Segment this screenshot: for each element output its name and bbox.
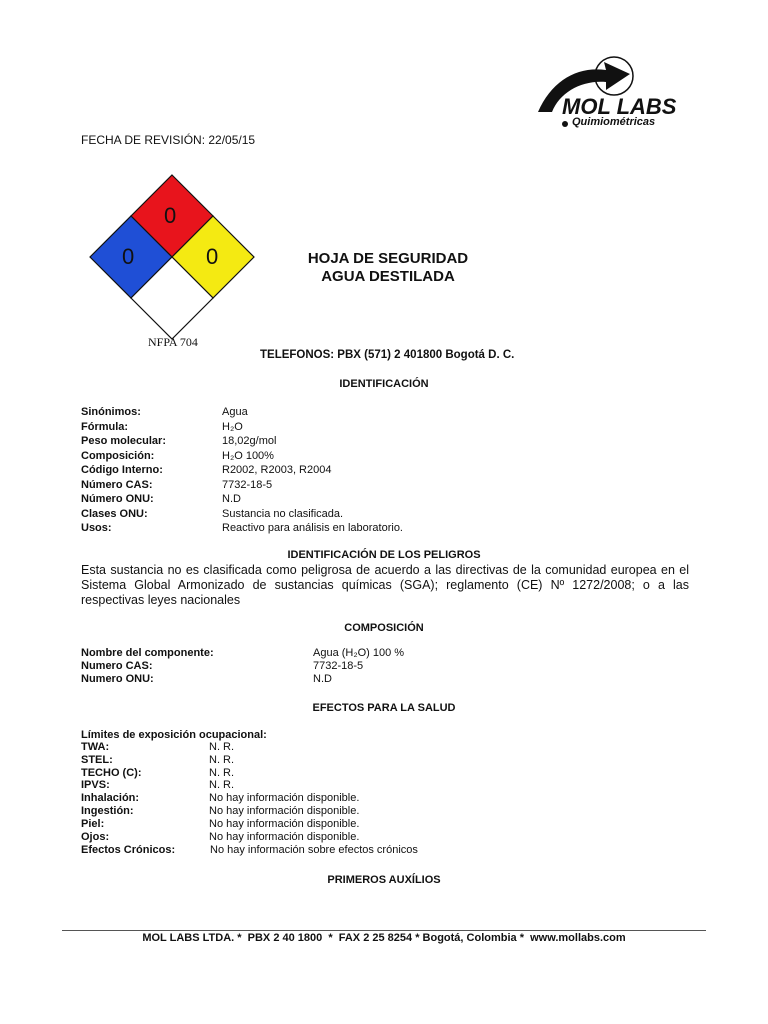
item-value: N. R. — [209, 766, 235, 779]
logo-name: MOL LABS — [562, 94, 677, 119]
item-label: Código Interno: — [81, 464, 163, 476]
nfpa-diamond — [88, 172, 256, 340]
item-label: Piel: — [81, 817, 105, 830]
document-title — [280, 250, 496, 286]
item-value: N. R. — [209, 779, 235, 792]
company-logo — [530, 52, 680, 132]
nfpa-reactivity-value: 0 — [206, 244, 219, 269]
section-identificacion-title: IDENTIFICACIÓN — [339, 378, 429, 390]
item-value: Reactivo para análisis en laboratorio. — [222, 522, 403, 534]
item-value: 7732-18-5 — [222, 478, 273, 491]
item-label: Número CAS: — [81, 478, 153, 491]
item-value: N.D — [313, 673, 332, 685]
item-label: Fórmula: — [81, 420, 129, 433]
item-label: Nombre del componente: — [81, 647, 214, 659]
item-value: No hay información disponible. — [209, 792, 360, 805]
item-label: TWA: — [81, 741, 110, 753]
item-value: 7732-18-5 — [313, 660, 364, 672]
peligros-text: Esta sustancia no es clasificada como peligrosa de acuerdo a las directivas de la comunidad europea en el Sistema Global Armonizado de sustancias químicas (SGA); reglamento (CE) Nº 1272/2008; o a las respectivas leyes nacionales — [81, 563, 689, 607]
nfpa-flammability-value: 0 — [164, 203, 177, 228]
phones-line: TELEFONOS: PBX (571) 2 401800 Bogotá D. C. — [260, 349, 515, 361]
item-value: No hay información disponible. — [209, 817, 360, 830]
item-label: Inhalación: — [81, 792, 140, 805]
item-value: R2002, R2003, R2004 — [222, 464, 332, 476]
item-label: Sinónimos: — [81, 406, 141, 418]
item-label: Efectos Crónicos: — [81, 844, 176, 856]
item-label: Número ONU: — [81, 493, 154, 505]
item-label: Ingestión: — [81, 805, 134, 817]
footer-divider — [62, 930, 706, 931]
item-value: N. R. — [209, 741, 235, 753]
document-title-line2: AGUA DESTILADA — [321, 268, 455, 285]
section-composicion-title: COMPOSICIÓN — [344, 622, 424, 634]
item-value: No hay información disponible. — [209, 830, 360, 843]
item-value: Agua (H₂O) 100 % — [313, 647, 405, 659]
nfpa-health-value: 0 — [122, 244, 135, 269]
item-value: 18,02g/mol — [222, 435, 277, 447]
logo-bullet — [562, 121, 568, 127]
item-label: Clases ONU: — [81, 507, 148, 520]
item-label: Numero CAS: — [81, 660, 153, 672]
logo-subtitle: Quimiométricas — [572, 116, 656, 128]
nfpa-caption: NFPA 704 — [148, 335, 198, 349]
item-value: H₂O — [222, 420, 243, 433]
salud-heading: Límites de exposición ocupacional: — [81, 729, 267, 741]
item-label: Numero ONU: — [81, 673, 154, 685]
item-label: Peso molecular: — [81, 435, 166, 447]
section-auxilios-title: PRIMEROS AUXÍLIOS — [327, 874, 441, 886]
item-value: Sustancia no clasificada. — [222, 507, 344, 520]
item-value: N. R. — [209, 753, 235, 766]
item-label: IPVS: — [81, 779, 110, 792]
revision-date: FECHA DE REVISIÓN: 22/05/15 — [81, 133, 256, 147]
item-label: Composición: — [81, 449, 155, 462]
item-value: No hay información sobre efectos crónicos — [210, 844, 418, 856]
section-salud-title: EFECTOS PARA LA SALUD — [312, 702, 456, 714]
item-label: STEL: — [81, 753, 113, 766]
item-value: No hay información disponible. — [209, 805, 360, 817]
item-value: Agua — [222, 406, 248, 418]
item-label: Ojos: — [81, 830, 110, 843]
section-peligros-title: IDENTIFICACIÓN DE LOS PELIGROS — [287, 549, 481, 561]
document-title-line1: HOJA DE SEGURIDAD — [307, 250, 469, 267]
footer-text: MOL LABS LTDA. * PBX 2 40 1800 * FAX 2 25 8254 * Bogotá, Colombia * www.mollabs.com — [142, 932, 626, 944]
item-value: H₂O 100% — [222, 449, 274, 462]
item-label: TECHO (C): — [81, 766, 142, 779]
item-label: Usos: — [81, 522, 112, 534]
item-value: N.D — [222, 493, 241, 505]
